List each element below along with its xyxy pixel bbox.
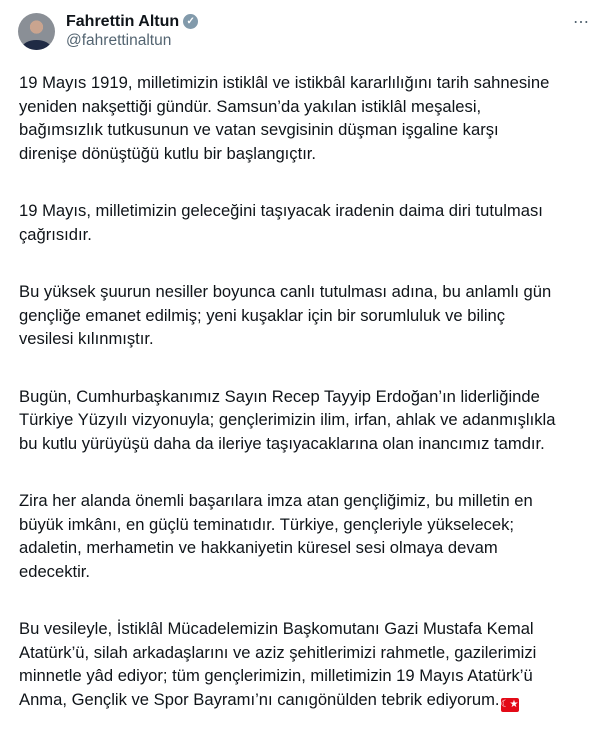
line-text: Bu yüksek şuurun nesiller boyunca canlı tutulması adına, bu anlamlı gün	[19, 282, 552, 301]
line-text: Anma, Gençlik ve Spor Bayramı’nı canıgönülden tebrik ediyorum.	[19, 689, 500, 709]
text-line	[19, 408, 555, 432]
line-text: Bu vesileyle, İstiklâl Mücadelemizin Başkomutanı Gazi Mustafa Kemal	[19, 619, 534, 638]
text-line	[19, 327, 555, 351]
line-text: edecektir.	[19, 561, 91, 581]
line-text: bu kutlu yürüyüşü daha da ileriye taşıyacaklarına olan inancımız tamdır.	[19, 433, 545, 453]
text-line	[19, 489, 555, 513]
author-name[interactable]: Fahrettin Altun	[66, 13, 180, 30]
text-line	[19, 95, 555, 119]
line-text: yeniden nakşettiği gündür. Samsun’da yakılan istiklâl meşalesi,	[19, 96, 482, 116]
text-line	[19, 536, 555, 560]
line-text: 19 Mayıs 1919, milletimizin istiklâl ve istikbâl kararlılığını tarih sahnesine	[19, 73, 550, 92]
tweet-paragraph	[19, 199, 555, 246]
text-line	[19, 304, 555, 328]
line-text: minnetle yâd ediyor; tüm gençlerimizin, milletimizin 19 Mayıs Atatürk’ü	[19, 666, 533, 685]
line-text: çağrısıdır.	[19, 224, 92, 244]
line-text: Türkiye Yüzyılı vizyonuyla; gençlerimizin ilim, irfan, ahlak ve adanmışlıkla	[19, 410, 556, 429]
tweet-paragraph	[19, 385, 555, 456]
text-line	[19, 199, 555, 223]
text-line	[19, 513, 555, 537]
tweet-paragraph	[19, 71, 555, 165]
line-text: Atatürk’ü, silah arkadaşlarını ve aziz şehitlerimizi rahmetle, gazilerimizi	[19, 642, 537, 662]
text-line	[19, 664, 555, 688]
text-line	[19, 280, 555, 304]
text-line	[19, 118, 555, 142]
line-text: direnişe dönüştüğü kutlu bir başlangıçtır.	[19, 143, 317, 163]
line-text: Zira her alanda önemli başarılara imza atan gençliğimiz, bu milletin en	[19, 491, 533, 510]
line-text: vesilesi kılınmıştır.	[19, 329, 154, 348]
text-line	[19, 142, 555, 166]
text-line	[19, 432, 555, 456]
text-line	[19, 71, 555, 95]
text-line	[19, 385, 555, 409]
line-text: gençliğe emanet edilmiş; yeni kuşaklar için bir sorumluluk ve bilinç	[19, 305, 506, 325]
line-text: Bugün, Cumhurbaşkanımız Sayın Recep Tayyip Erdoğan’ın liderliğinde	[19, 386, 540, 406]
text-line	[19, 223, 555, 247]
text-line	[19, 617, 555, 641]
line-text: büyük imkânı, en güçlü teminatıdır. Türkiye, gençleriyle yükselecek;	[19, 514, 514, 534]
line-text: 19 Mayıs, milletimizin geleceğini taşıyacak iradenin daima diri tutulması	[19, 201, 543, 220]
tweet-header	[18, 12, 198, 51]
author-handle[interactable]: @fahrettinaltun	[66, 32, 172, 49]
tweet-paragraph	[19, 280, 555, 351]
tweet-text	[19, 71, 555, 746]
text-line	[19, 560, 555, 584]
verified-badge-icon: ✓	[183, 14, 198, 29]
line-text: bağımsızlık tutkusunun ve vatan sevgisinin düşman işgaline karşı	[19, 120, 499, 139]
avatar[interactable]	[18, 13, 55, 50]
text-line	[19, 641, 555, 665]
more-options-icon[interactable]: ⋯	[573, 14, 590, 31]
turkish-flag-icon: ☾★	[500, 698, 519, 710]
line-text: adaletin, merhametin ve hakkaniyetin küresel sesi olmaya devam	[19, 538, 498, 557]
tweet-paragraph	[19, 617, 555, 712]
tweet-paragraph	[19, 489, 555, 583]
